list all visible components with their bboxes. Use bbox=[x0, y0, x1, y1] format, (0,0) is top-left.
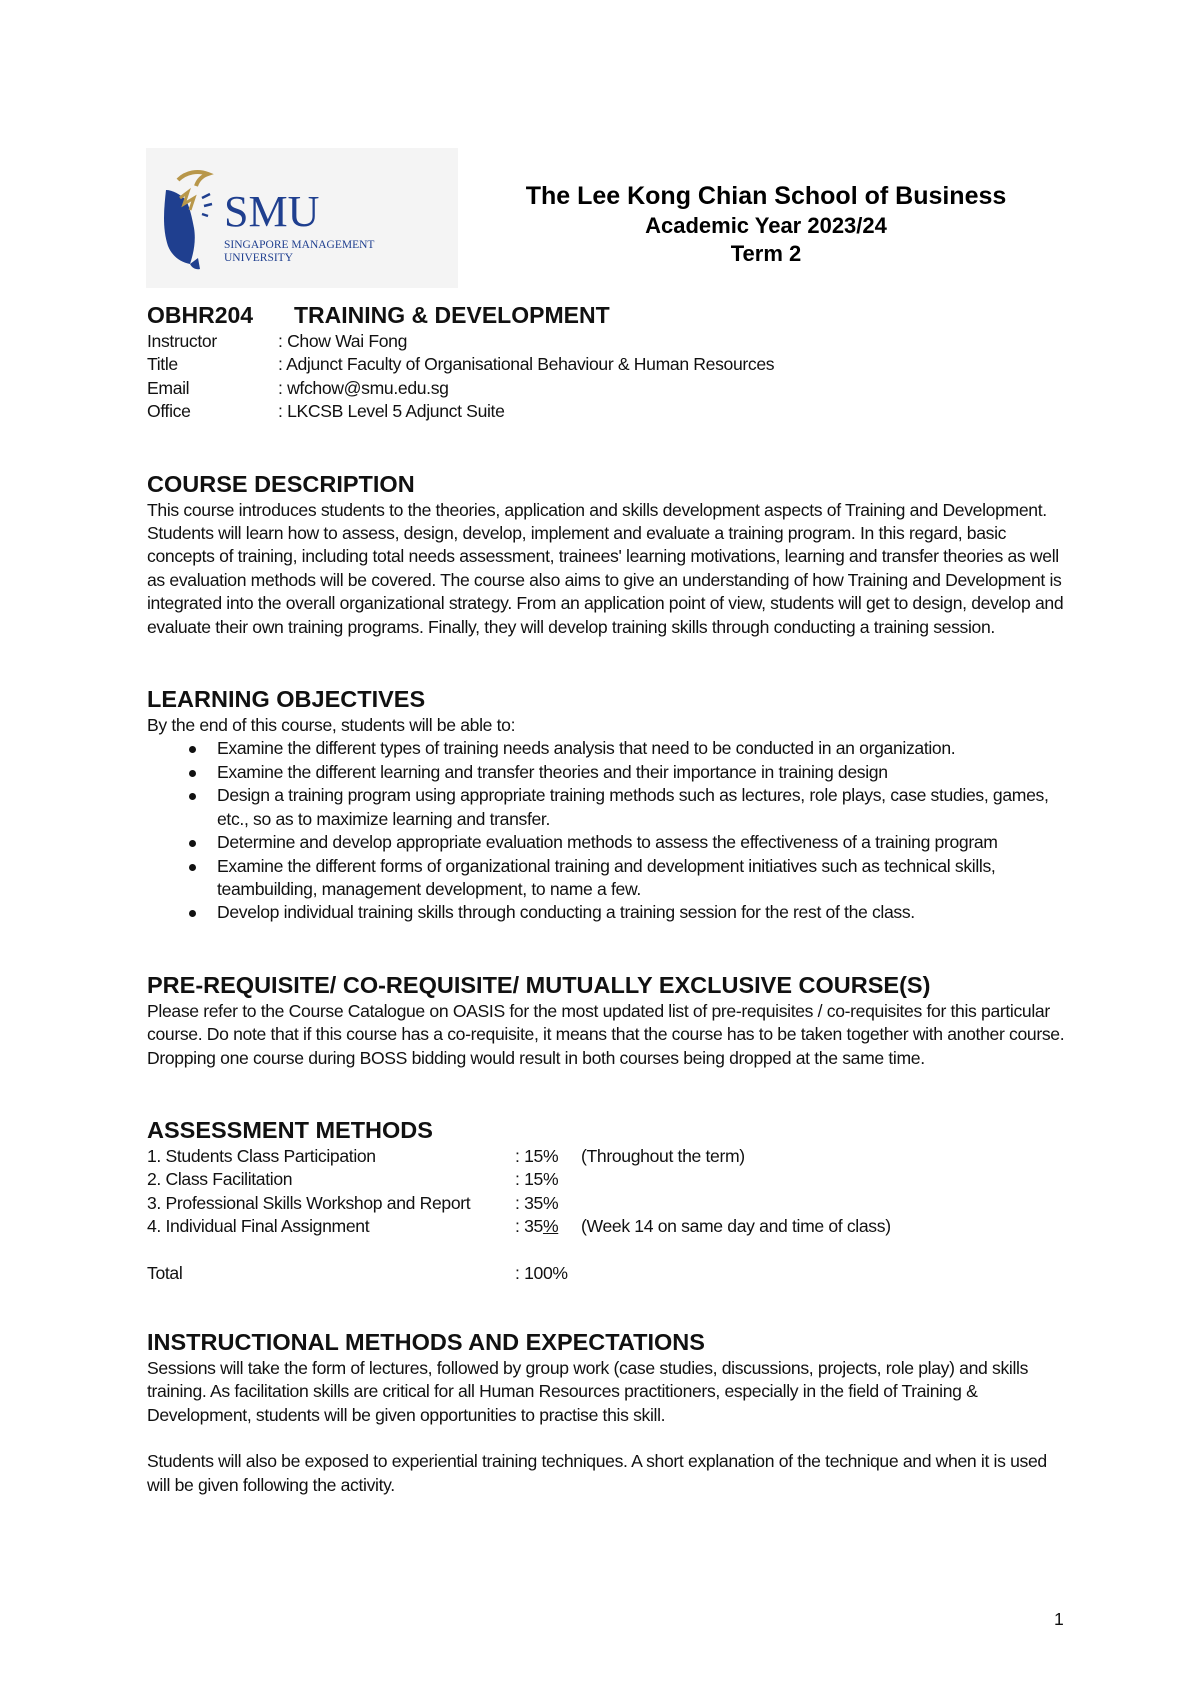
total-label: Total bbox=[147, 1262, 183, 1283]
smu-logo-icon bbox=[146, 148, 458, 288]
assessment-row bbox=[147, 1192, 1067, 1215]
list-item: Determine and develop appropriate evaluation methods to assess the effectiveness of a training program bbox=[217, 831, 1067, 854]
list-item: Examine the different types of training needs analysis that need to be conducted in an organization. bbox=[217, 737, 1067, 760]
course-title: TRAINING & DEVELOPMENT bbox=[294, 302, 610, 328]
assessment-note: (Throughout the term) bbox=[581, 1145, 745, 1166]
course-title-line bbox=[147, 300, 1067, 330]
list-item: Examine the different learning and transfer theories and their importance in training design bbox=[217, 761, 1067, 784]
section-heading-assessment: ASSESSMENT METHODS bbox=[147, 1116, 433, 1143]
info-row-title bbox=[147, 353, 1067, 376]
document-body bbox=[147, 300, 1067, 1497]
assessment-item: 1. Students Class Participation bbox=[147, 1145, 376, 1166]
school-name: The Lee Kong Chian School of Business bbox=[525, 182, 1007, 210]
total-pct: : 100% bbox=[515, 1262, 568, 1283]
list-item: Examine the different forms of organizational training and development initiatives such as technical skills, teambuilding, management development, to name a few. bbox=[217, 855, 1067, 902]
assessment-pct: : 15% bbox=[515, 1169, 559, 1190]
section-heading-prerequisite: PRE-REQUISITE/ CO-REQUISITE/ MUTUALLY EXCLUSIVE COURSE(S) bbox=[147, 971, 931, 998]
info-value: : Adjunct Faculty of Organisational Behaviour & Human Resources bbox=[278, 354, 775, 375]
objectives-list bbox=[147, 737, 1067, 924]
page-number: 1 bbox=[1054, 1609, 1064, 1629]
section-heading-objectives: LEARNING OBJECTIVES bbox=[147, 686, 426, 713]
assessment-row bbox=[147, 1145, 1067, 1168]
info-row-instructor bbox=[147, 330, 1067, 353]
list-item: Design a training program using appropriate training methods such as lectures, role plays, case studies, games, etc., so as to maximize learning and transfer. bbox=[217, 784, 1067, 831]
assessment-total-row bbox=[147, 1262, 1067, 1285]
term: Term 2 bbox=[730, 241, 802, 266]
logo-wordmark: SMU bbox=[224, 187, 320, 236]
list-item: Develop individual training skills through conducting a training session for the rest of the class. bbox=[217, 901, 1067, 924]
logo-subtitle-line2: UNIVERSITY bbox=[224, 252, 293, 264]
info-value: : Chow Wai Fong bbox=[278, 331, 408, 351]
section-heading-instructional: INSTRUCTIONAL METHODS AND EXPECTATIONS bbox=[147, 1328, 705, 1355]
prerequisite-text: Please refer to the Course Catalogue on OASIS for the most updated list of pre-requisites / co-requisites for this particular course. Do note that if this course has a co-requisite, it means that the course has to be taken together with another course. Dropping one course during BOSS bidding would result in both courses being dropped at the same time. bbox=[147, 1000, 1065, 1068]
assessment-row bbox=[147, 1168, 1067, 1191]
description-text: This course introduces students to the theories, application and skills development aspects of Training and Development. Students will learn how to assess, design, develop, implement and evaluate a training program. In this regard, basic concepts of training, including total needs assessment, trainees' learning motivations, learning and transfer theories as well as evaluation methods will be covered. The course also aims to give an understanding of how Training and Development is integrated into the overall organizational strategy. From an application point of view, students will get to design, develop and evaluate their own training programs. Finally, they will develop training skills through conducting a training session. bbox=[147, 499, 1064, 637]
academic-year: Academic Year 2023/24 bbox=[645, 213, 887, 238]
email-link[interactable]: : wfchow@smu.edu.sg bbox=[278, 377, 449, 398]
section-heading-description: COURSE DESCRIPTION bbox=[147, 470, 415, 497]
assessment-pct: : 15% bbox=[515, 1145, 559, 1166]
assessment-pct: : 35% bbox=[515, 1216, 559, 1237]
objectives-intro: By the end of this course, students will be able to: bbox=[147, 715, 516, 736]
assessment-note: (Week 14 on same day and time of class) bbox=[581, 1216, 891, 1237]
assessment-pct: : 35% bbox=[515, 1192, 559, 1213]
assessment-item: 2. Class Facilitation bbox=[147, 1169, 293, 1190]
info-row-office bbox=[147, 400, 1067, 423]
info-label: Instructor bbox=[147, 331, 217, 351]
info-row-email bbox=[147, 377, 1067, 400]
logo-subtitle-line1: SINGAPORE MANAGEMENT bbox=[224, 239, 375, 251]
info-label: Email bbox=[147, 377, 190, 398]
instructional-para-1: Sessions will take the form of lectures, followed by group work (case studies, discussions, projects, role play) and skills training. As facilitation skills are critical for all Human Resources practitioners, especially in the field of Training & Development, students will be given opportunities to practise this skill. bbox=[147, 1357, 1029, 1425]
assessment-item: 3. Professional Skills Workshop and Report bbox=[147, 1192, 471, 1213]
info-value: : LKCSB Level 5 Adjunct Suite bbox=[278, 401, 505, 422]
instructional-para-2: Students will also be exposed to experiential training techniques. A short explanation of the technique and when it is used will be given following the activity. bbox=[147, 1451, 1047, 1495]
document-header bbox=[466, 180, 1066, 268]
assessment-item: 4. Individual Final Assignment bbox=[147, 1216, 370, 1237]
course-code: OBHR204 bbox=[147, 302, 254, 328]
info-label: Office bbox=[147, 401, 191, 422]
smu-logo bbox=[146, 148, 458, 288]
info-label: Title bbox=[147, 354, 178, 375]
assessment-row bbox=[147, 1215, 1067, 1238]
